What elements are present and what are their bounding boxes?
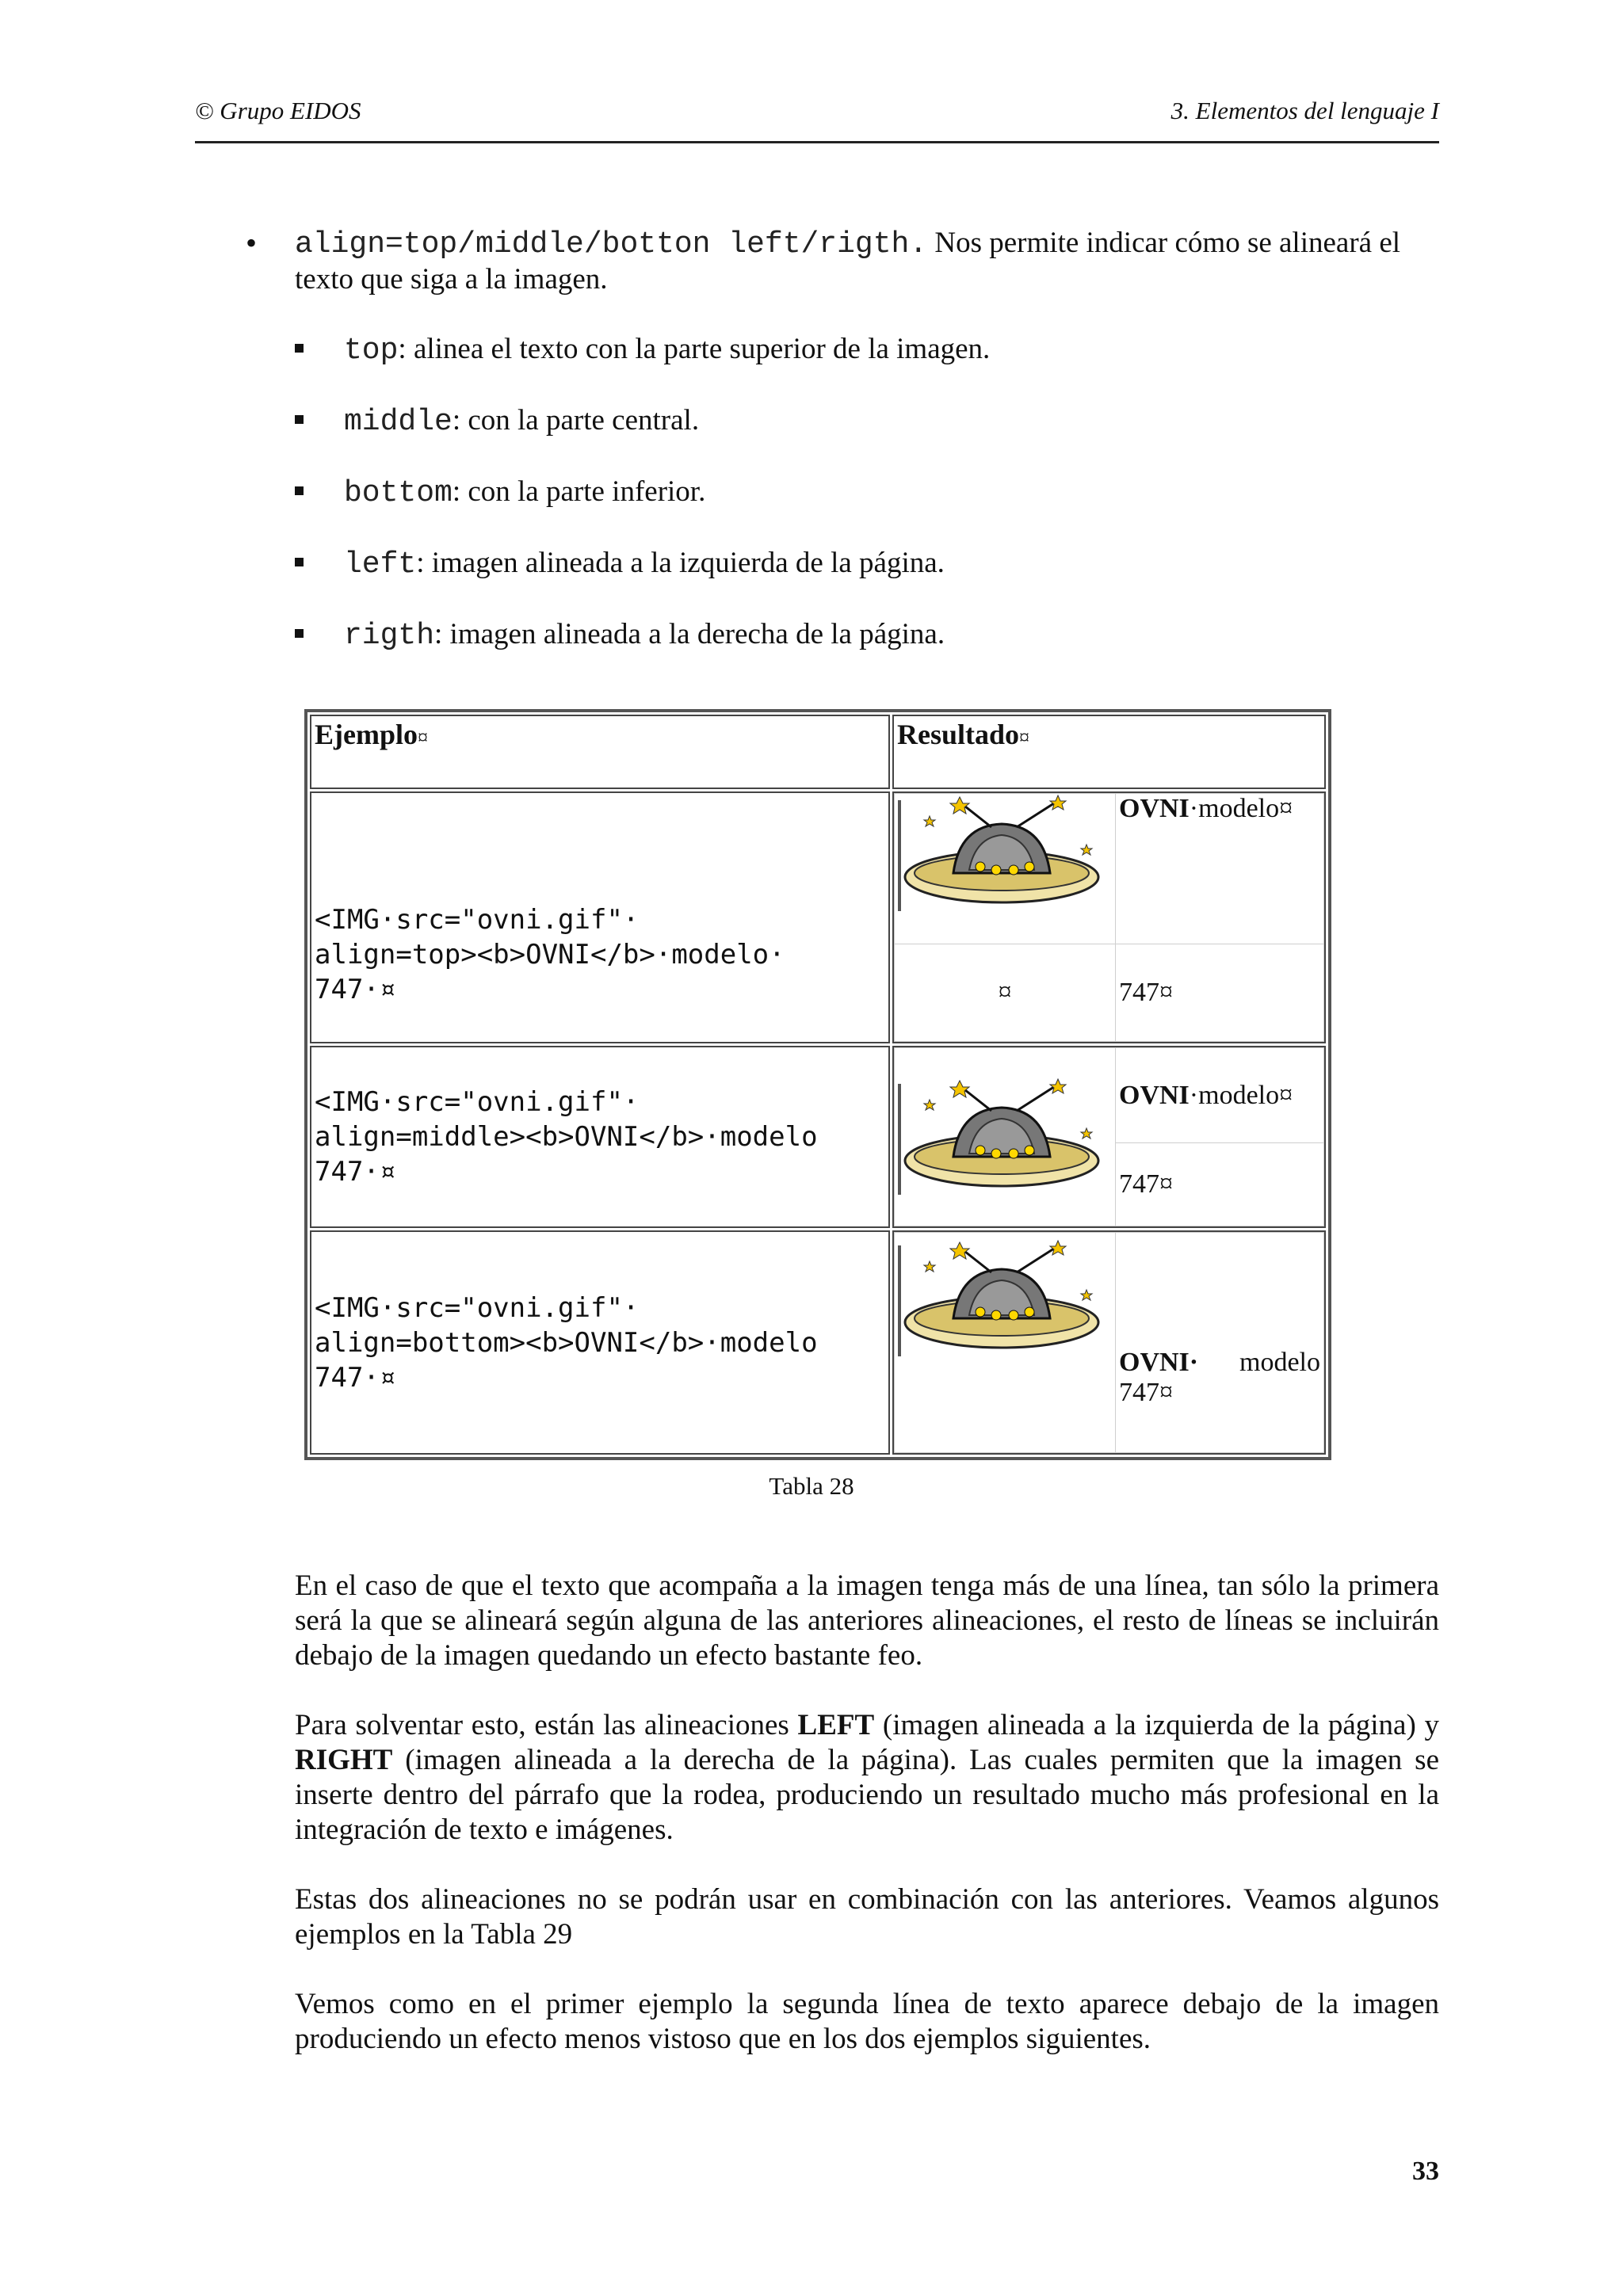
sub-item-text: : con la parte central. [452, 404, 700, 437]
square-bullet-icon [295, 486, 304, 495]
sub-item-bottom [295, 475, 1439, 511]
result-text: OVNI·modelo¤ [1116, 794, 1324, 944]
code-line: align=bottom><b>OVNI</b>·modelo [315, 1326, 818, 1359]
sub-list [295, 332, 1439, 654]
sub-item-top [295, 332, 1439, 368]
sub-item-text: : imagen alineada a la izquierda de la página. [416, 547, 945, 579]
paragraph-3: Estas dos alineaciones no se podrán usar en combinación con las anteriores. Veamos algunos ejemplos en la Tabla 29 [295, 1883, 1439, 1951]
table-header-row [310, 715, 1326, 789]
code-line: 747·¤ [315, 1156, 396, 1188]
result-number: 747¤ [1116, 944, 1324, 1042]
sub-item-code: top [344, 334, 399, 368]
sub-item-text: : imagen alineada a la derecha de la página. [434, 618, 945, 650]
table-row [310, 791, 1326, 1043]
paragraph-1: En el caso de que el texto que acompaña a la imagen tenga más de una línea, tan sólo la primera será la que se alineará según alguna de las anteriores alineaciones, el resto de líneas se incluirán debajo de la imagen quedando un efecto bastante feo. [295, 1569, 1439, 1672]
square-bullet-icon [295, 629, 304, 638]
sub-item-code: middle [344, 405, 453, 439]
body-paragraphs [295, 1569, 1439, 2092]
result-text: OVNI·modelo¤ [1116, 1048, 1324, 1143]
empty-mark: ¤ [895, 944, 1116, 1042]
table-header-resultado: Resultado¤ [892, 715, 1326, 789]
table-row [310, 1046, 1326, 1228]
table-header-ejemplo: Ejemplo¤ [310, 715, 890, 789]
ufo-image [895, 794, 1116, 944]
bullet-text: Nos permite indicar cómo se alineará el texto que siga a la imagen. [295, 227, 1401, 296]
ufo-image [895, 1048, 1116, 1226]
sub-item-code: bottom [344, 476, 453, 510]
code-line: 747·¤ [315, 974, 396, 1005]
table-caption: Tabla 28 [769, 1472, 854, 1500]
code-line: align=top><b>OVNI</b>·modelo· [315, 939, 785, 971]
header-publisher: © Grupo EIDOS [195, 97, 361, 124]
sub-item-middle [295, 403, 1439, 440]
paragraph-4: Vemos como en el primer ejemplo la segunda línea de texto aparece debajo de la imagen produciendo un efecto menos vistoso que en los dos ejemplos siguientes. [295, 1988, 1439, 2055]
header-chapter: 3. Elementos del lenguaje I [1170, 97, 1439, 124]
result-number: 747¤ [1116, 1143, 1324, 1226]
code-cell [310, 791, 890, 1043]
bullet-dot-icon: • [246, 225, 258, 261]
sub-item-text: : con la parte inferior. [452, 475, 706, 508]
content [246, 226, 1439, 688]
table-row [310, 1230, 1326, 1455]
result-text: OVNI· modelo 747¤ [1116, 1233, 1324, 1453]
ufo-icon [898, 794, 1106, 913]
code-line: <IMG·src="ovni.gif"· [315, 1086, 640, 1118]
square-bullet-icon [295, 344, 304, 353]
result-number: 747¤ [1119, 1378, 1173, 1407]
sub-item-left [295, 546, 1439, 582]
sub-item-rigth [295, 617, 1439, 654]
bullet-item-align [246, 226, 1439, 297]
result-cell [892, 791, 1326, 1043]
ufo-image [895, 1233, 1116, 1453]
ufo-icon [898, 1239, 1106, 1358]
sub-item-code: rigth [344, 619, 435, 653]
result-cell [892, 1230, 1326, 1455]
square-bullet-icon [295, 415, 304, 424]
sub-item-code: left [344, 547, 417, 582]
result-cell [892, 1046, 1326, 1228]
ufo-icon [898, 1077, 1106, 1196]
paragraph-2: Para solventar esto, están las alineaciones LEFT (imagen alineada a la izquierda de la página) y RIGHT (imagen alineada a la derecha de la página). Las cuales permiten que la imagen se inserte dentro del párrafo que la rodea, produciendo un resultado mucho más profesional en la integración de texto e imágenes. [295, 1709, 1439, 1846]
code-cell [310, 1046, 890, 1228]
code-line: 747·¤ [315, 1361, 396, 1394]
page-number: 33 [1412, 2157, 1439, 2186]
example-table-wrapper [304, 709, 1331, 1460]
code-line: <IMG·src="ovni.gif"· [315, 904, 640, 936]
example-table [304, 709, 1331, 1460]
bullet-code: align=top/middle/botton left/rigth. [295, 227, 928, 261]
page-header [195, 93, 1439, 143]
code-cell [310, 1230, 890, 1455]
code-line: align=middle><b>OVNI</b>·modelo [315, 1121, 818, 1153]
square-bullet-icon [295, 558, 304, 566]
sub-item-text: : alinea el texto con la parte superior de la imagen. [398, 333, 991, 365]
code-line: <IMG·src="ovni.gif"· [315, 1291, 640, 1324]
